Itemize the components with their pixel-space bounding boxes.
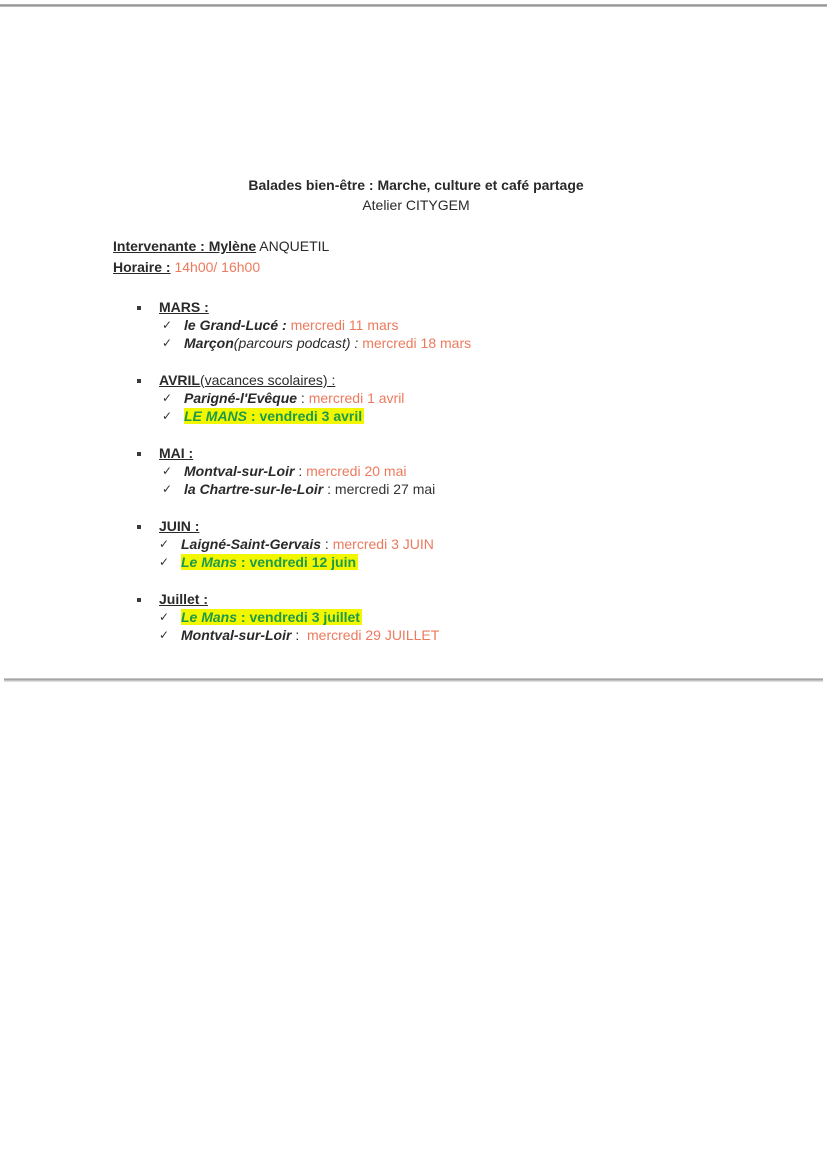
list-item [137, 480, 637, 498]
place-name: le Grand-Lucé : [184, 317, 287, 333]
place-name: la Chartre-sur-le-Loir [184, 481, 324, 497]
list-item [137, 535, 637, 553]
month-name: Juillet : [159, 591, 209, 607]
speaker-label: Intervenante : Mylène [113, 238, 257, 254]
schedule-line [113, 259, 260, 275]
separator: : [294, 463, 307, 479]
event-date: mercredi 11 mars [290, 317, 399, 333]
list-item [137, 626, 637, 644]
checkmark-icon: ✓ [162, 482, 173, 496]
square-bullet-icon [137, 379, 141, 383]
event-date: mercredi 20 mai [306, 463, 407, 479]
checkmark-icon: ✓ [159, 628, 170, 642]
separator: : [291, 627, 308, 643]
month-list [137, 298, 637, 663]
month-note: (vacances scolaires) : [199, 372, 336, 388]
list-item [137, 462, 637, 480]
list-item [137, 553, 637, 571]
square-bullet-icon [137, 452, 141, 456]
place-name: Le Mans [181, 554, 238, 570]
document-title: Balades bien-être : Marche, culture et café partage [248, 177, 584, 193]
highlighted-event [184, 408, 364, 424]
place-name: Le Mans [181, 609, 238, 625]
checkmark-icon: ✓ [159, 555, 170, 569]
speaker-surname: ANQUETIL [259, 238, 330, 254]
checkmark-icon: ✓ [159, 610, 170, 624]
event-date: mercredi 18 mars [362, 335, 472, 351]
month-block-juin [137, 517, 637, 571]
checkmark-icon: ✓ [162, 318, 173, 332]
schedule-label: Horaire : [113, 259, 171, 275]
square-bullet-icon [137, 525, 141, 529]
place-detail: (parcours podcast) : [233, 335, 359, 351]
list-item [137, 608, 637, 626]
schedule-value: 14h00/ 16h00 [174, 259, 261, 275]
month-heading [137, 590, 637, 608]
event-date: : vendredi 3 avril [247, 408, 363, 424]
separator: : [323, 481, 335, 497]
place-name: Parigné-l'Evêque [184, 390, 298, 406]
month-name: MAI : [159, 445, 194, 461]
month-heading [137, 371, 637, 389]
highlighted-event [181, 554, 358, 570]
event-date: mercredi 29 JUILLET [307, 627, 440, 643]
event-date: mercredi 27 mai [334, 481, 436, 497]
event-date: : vendredi 12 juin [237, 554, 357, 570]
checkmark-icon: ✓ [162, 391, 173, 405]
event-date: mercredi 3 JUIN [332, 536, 434, 552]
separator: : [297, 390, 309, 406]
month-name: JUIN : [159, 518, 200, 534]
speaker-line [113, 238, 329, 254]
separator: : [321, 536, 333, 552]
checkmark-icon: ✓ [162, 336, 173, 350]
list-item [137, 389, 637, 407]
list-item [137, 334, 637, 352]
scan-edge-fold [4, 678, 823, 682]
month-block-juillet [137, 590, 637, 644]
place-name: Montval-sur-Loir [184, 463, 295, 479]
month-heading [137, 298, 637, 316]
event-date: mercredi 1 avril [308, 390, 405, 406]
document-subtitle: Atelier CITYGEM [362, 197, 470, 213]
month-block-mai [137, 444, 637, 498]
checkmark-icon: ✓ [159, 537, 170, 551]
place-name: Laigné-Saint-Gervais [181, 536, 322, 552]
place-name: LE MANS [184, 408, 247, 424]
place-name: Montval-sur-Loir [181, 627, 292, 643]
month-block-mars [137, 298, 637, 352]
checkmark-icon: ✓ [162, 464, 173, 478]
month-block-avril [137, 371, 637, 425]
month-name: AVRIL [159, 372, 200, 388]
list-item [137, 316, 637, 334]
event-date: : vendredi 3 juillet [237, 609, 360, 625]
month-heading [137, 444, 637, 462]
list-item [137, 407, 637, 425]
month-heading [137, 517, 637, 535]
scan-edge-top [0, 4, 827, 7]
checkmark-icon: ✓ [162, 409, 173, 423]
square-bullet-icon [137, 306, 141, 310]
place-name: Marçon [184, 335, 234, 351]
square-bullet-icon [137, 598, 141, 602]
month-name: MARS : [159, 299, 209, 315]
highlighted-event [181, 609, 362, 625]
